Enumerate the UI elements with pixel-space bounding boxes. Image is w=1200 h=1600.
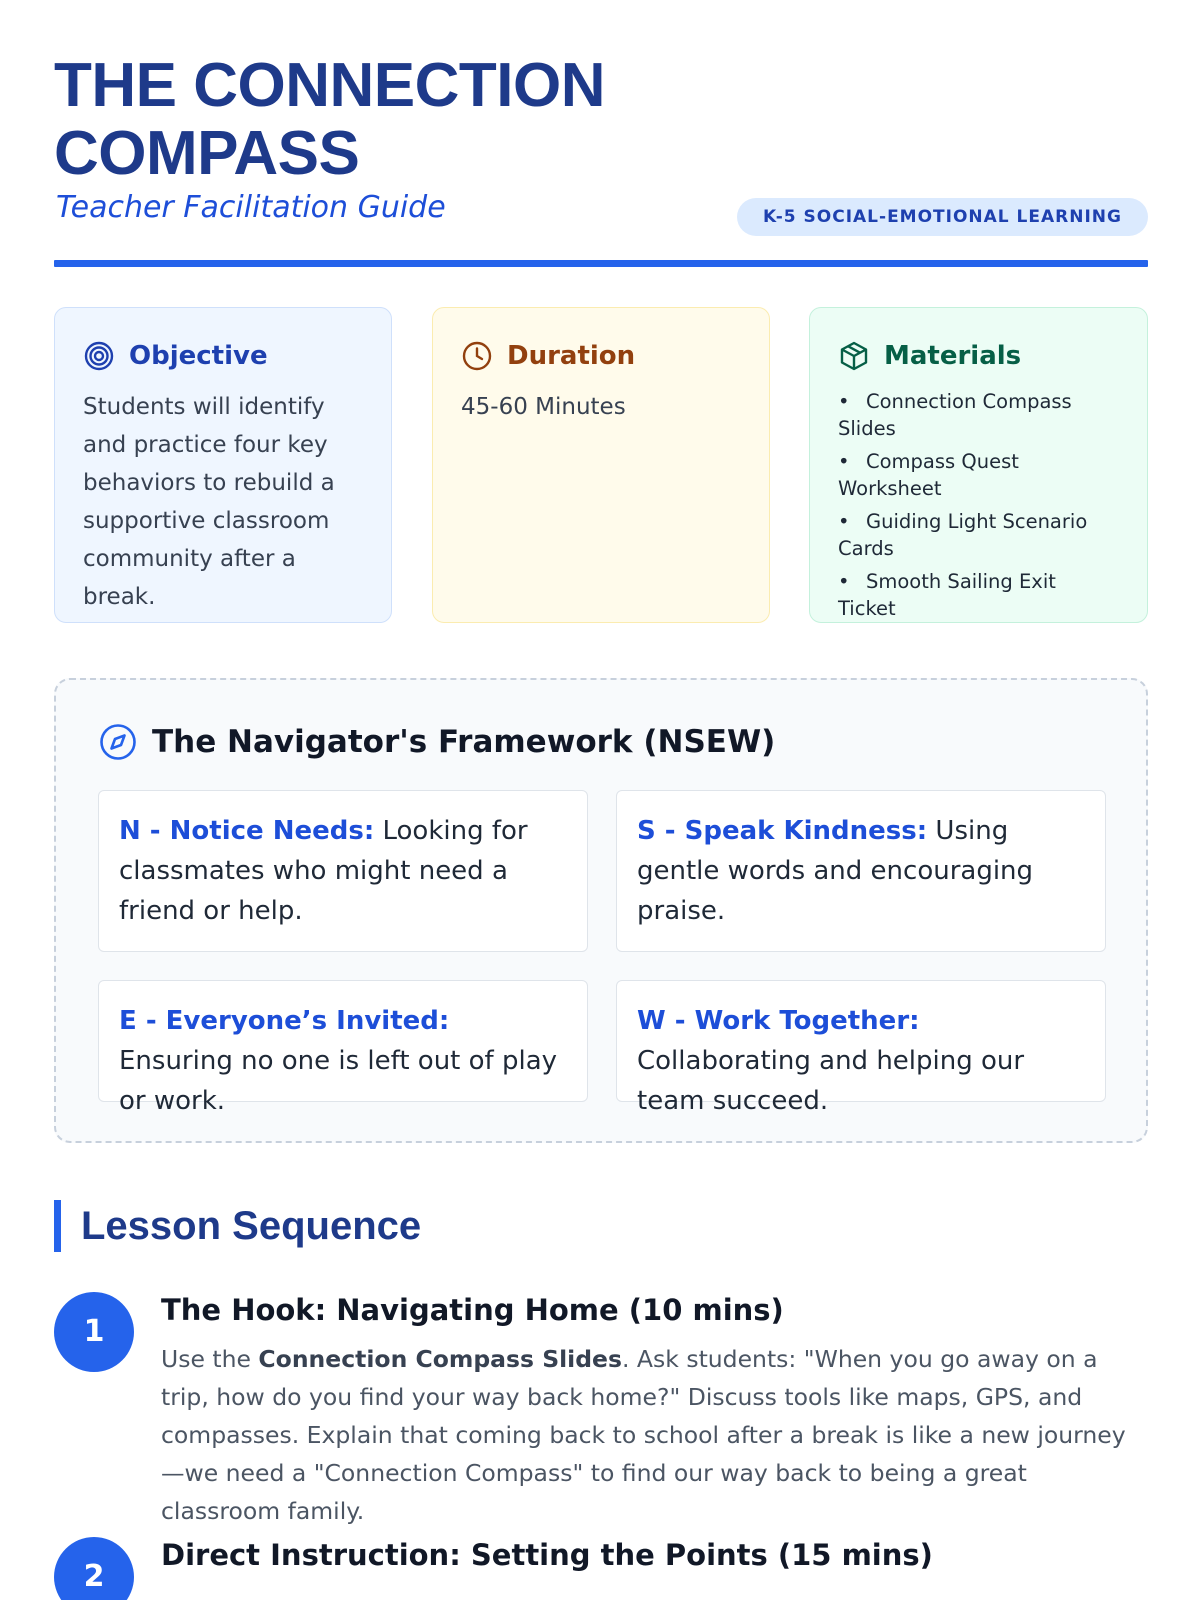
framework-point-north (98, 790, 588, 952)
title-line-2: COMPASS (54, 119, 360, 188)
point-key: N - Notice Needs: (119, 816, 375, 846)
bullet-icon: • (838, 390, 850, 413)
duration-card-header (461, 338, 741, 374)
list-item: • Guiding Light Scenario Cards (838, 510, 1088, 560)
point-key: W - Work Together: (637, 1006, 920, 1036)
point-text: Using gentle words and encouraging praise. (637, 816, 1034, 926)
objective-text: Students will identify and practice four key behaviors to rebuild a supportive classroom community after a break. (83, 394, 335, 610)
page-subtitle: Teacher Facilitation Guide (56, 190, 446, 225)
bullet-icon: • (838, 570, 850, 593)
objective-card (54, 307, 392, 623)
list-item: • Connection Compass Slides (838, 390, 1072, 440)
target-icon (83, 340, 115, 372)
materials-card-header (838, 338, 1119, 374)
header (54, 52, 1148, 268)
title-line-1: THE CONNECTION (54, 51, 605, 120)
list-item: • Smooth Sailing Exit Ticket (838, 570, 1056, 620)
page-title (54, 52, 754, 188)
list-item: • Compass Quest Worksheet (838, 450, 1019, 500)
materials-list (838, 388, 1119, 622)
header-divider (54, 260, 1148, 267)
framework-point-west (616, 980, 1106, 1116)
framework-header (98, 722, 775, 762)
lesson-sequence-heading: Lesson Sequence (54, 1200, 421, 1252)
framework-point-south (616, 790, 1106, 952)
compass-icon (98, 722, 138, 762)
framework-title: The Navigator's Framework (NSEW) (152, 724, 776, 760)
step-number: 1 (54, 1292, 134, 1372)
bullet-icon: • (838, 450, 850, 473)
bullet-icon: • (838, 510, 850, 533)
point-text: Collaborating and helping our team succeed. (637, 1046, 1025, 1116)
point-key: E - Everyone’s Invited: (119, 1006, 450, 1036)
step-body-emphasis: Connection Compass Slides (258, 1345, 622, 1373)
framework-point-east (98, 980, 588, 1116)
step-number: 2 (54, 1537, 134, 1600)
point-text: Ensuring no one is left out of play or work. (119, 1046, 558, 1116)
clock-icon (461, 340, 493, 372)
step-title: The Hook: Navigating Home (10 mins) (161, 1293, 784, 1327)
materials-title: Materials (884, 341, 1022, 371)
box-icon (838, 340, 870, 372)
duration-title: Duration (507, 341, 636, 371)
materials-card (809, 307, 1148, 623)
duration-text: 45-60 Minutes (461, 394, 626, 420)
framework-panel (54, 678, 1148, 1143)
point-text: Looking for classmates who might need a friend or help. (119, 816, 528, 926)
grade-badge: K-5 SOCIAL-EMOTIONAL LEARNING (737, 198, 1148, 236)
point-key: S - Speak Kindness: (637, 816, 928, 846)
step-body: Use the Connection Compass Slides. Ask students: "When you go away on a trip, how do you find your way back home?" Discuss tools like maps, GPS, and compasses. Explain that coming back to school after a break is like a new journey—we need a "Connection Compass" to find our way back to being a great classroom family. (161, 1345, 1126, 1525)
step-title: Direct Instruction: Setting the Points (15 mins) (161, 1538, 933, 1572)
duration-card (432, 307, 770, 623)
objective-title: Objective (129, 341, 268, 371)
objective-card-header (83, 338, 363, 374)
info-cards (54, 307, 1148, 623)
